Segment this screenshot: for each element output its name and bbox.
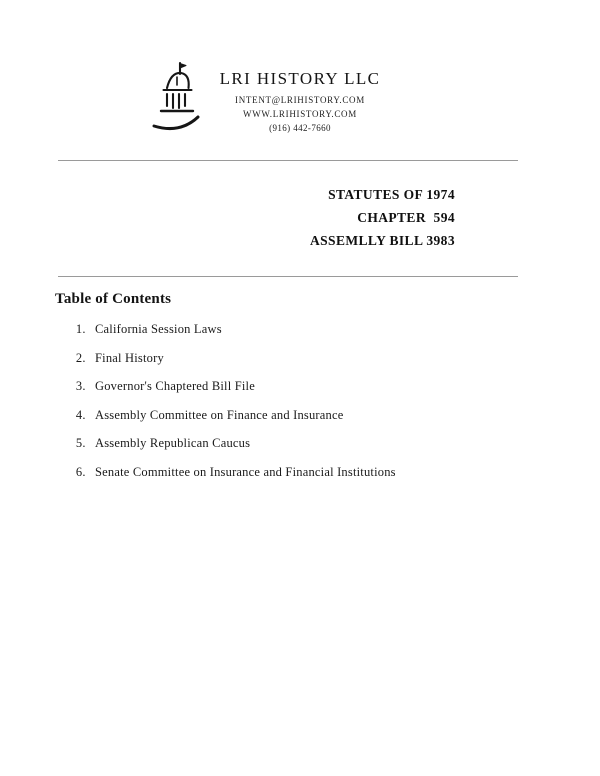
toc-item-chaptered-bill-file: 3. Governor's Chaptered Bill File [89, 379, 600, 394]
citation-block [0, 161, 600, 276]
letterhead-contact [0, 70, 600, 133]
phone-text: (916) 442-7660 [269, 123, 331, 133]
statutes-line: STATUTES OF 1974 [328, 187, 455, 202]
table-of-contents [0, 277, 600, 480]
toc-item-republican-caucus: 5. Assembly Republican Caucus [89, 436, 600, 451]
toc-title: Table of Contents [55, 291, 172, 307]
email-text: INTENT@LRIHISTORY.COM [235, 95, 365, 105]
letterhead [0, 0, 600, 160]
website-text: WWW.LRIHISTORY.COM [243, 109, 357, 119]
toc-item-assembly-committee: 4. Assembly Committee on Finance and Insurance [89, 408, 600, 423]
company-name: LRI HISTORY LLC [219, 69, 381, 88]
toc-item-session-laws: 1. California Session Laws [89, 322, 600, 337]
toc-item-senate-committee: 6. Senate Committee on Insurance and Financial Institutions [89, 465, 600, 480]
toc-list [55, 322, 600, 480]
chapter-line: CHAPTER 594 [357, 210, 455, 225]
bill-line: ASSEMLLY BILL 3983 [309, 233, 455, 248]
toc-item-final-history: 2. Final History [89, 351, 600, 366]
